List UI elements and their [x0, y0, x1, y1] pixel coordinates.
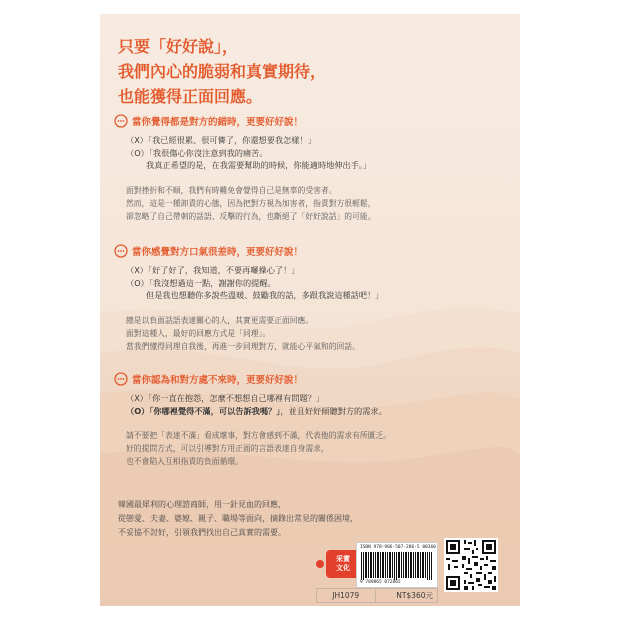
- paragraph-line: 也不會陷入互相指責的負面循環。: [126, 457, 243, 466]
- wrong-example: （X）「你一直在抱怨，怎麼不想想自己哪裡有問題？」: [126, 393, 325, 403]
- price: NT$360元: [375, 589, 438, 602]
- right-example-cont: 但是我也想聽你多說些溫暖、鼓勵我的話，多跟我說這種話吧！」: [146, 290, 384, 300]
- book-back-cover: [100, 14, 520, 606]
- blurb-line: 不妥協不討好，引領我們找出自己真實的需要。: [118, 528, 286, 537]
- headline-line: 只要「好好說」，: [118, 37, 239, 56]
- right-example: [126, 405, 387, 418]
- blurb-line: 從戀愛、夫妻、婆媳、親子、職場等面向，摘錄出常見的關係困境，: [118, 514, 358, 523]
- section-title-text: 當你認為和對方處不來時，更要好好說！: [132, 375, 304, 386]
- wrong-example: （X）「我已經很累、很可憐了，你還想要我怎樣！」: [126, 135, 316, 145]
- wrong-example: （X）「好了好了，我知道，不要再囉操心了！」: [126, 265, 300, 275]
- paragraph-line: 卻忽略了自己帶刺的話語、反擊的行為，也斷絕了「好好說話」的可能。: [126, 212, 376, 221]
- section-title: [114, 114, 303, 128]
- paragraph-line: 好的提問方式，可以引導對方用正面的言語表達自身需求，: [126, 444, 329, 453]
- section-title-text: 當你感覺對方口氣很差時，更要好好說！: [132, 247, 304, 258]
- product-code: JH1079: [332, 591, 360, 600]
- logo-text: 采實: [336, 555, 350, 563]
- paragraph-line: 然而，這是一種卸責的心態，因為把對方視為加害者，指責對方很輕鬆，: [126, 199, 376, 208]
- section-paragraph: [126, 184, 376, 223]
- dialogue-examples: [126, 264, 383, 302]
- speech-bubble-icon: [114, 372, 128, 386]
- headline-line: 我們內心的脆弱和真實期待，: [118, 62, 327, 81]
- isbn-number: ISBN 978-986-507-286-5: [360, 545, 420, 550]
- headline: [118, 34, 326, 109]
- paragraph-line: 當我們懂得同理自我後，再進一步同理對方，就能心平氣和的回話。: [126, 342, 360, 351]
- logo-badge: [326, 550, 360, 578]
- speech-bubble-icon: [114, 244, 128, 258]
- dialogue-examples: [126, 392, 387, 417]
- isbn-text: [360, 545, 436, 550]
- section-title: [114, 372, 303, 386]
- right-example: （O）「我很傷心你沒注意到我的痛苦。: [126, 147, 268, 158]
- right-example: （O）「我沒想過這一點，謝謝你的提醒。: [126, 277, 276, 288]
- blurb-line: 韓國最犀利的心理諮商師，用一針見血的回應，: [118, 500, 286, 509]
- section-paragraph: [126, 429, 391, 468]
- paragraph-line: 面對這種人，最好的回應方式是「同理」。: [126, 329, 271, 338]
- section-title-text: 當你覺得都是對方的錯時，更要好好說！: [132, 117, 304, 128]
- right-example-quote: （O）「你哪裡覺得不滿，可以告訴我嗎？」: [126, 405, 281, 416]
- paragraph-line: 總是以負面話語表達關心的人，其實更需要正面回應。: [126, 316, 314, 325]
- logo-dot-icon: [316, 560, 324, 568]
- barcode-panel: [356, 542, 438, 588]
- barcode-icon: [360, 552, 434, 580]
- qr-code-icon: [444, 538, 498, 592]
- speech-bubble-icon: [114, 114, 128, 128]
- logo-text: 文化: [336, 564, 350, 572]
- barcode-digits: 9 789865 072865: [360, 580, 401, 585]
- paragraph-line: 面對挫折和不順，我們有時難免會覺得自己是無辜的受害者。: [126, 186, 337, 195]
- product-code-price-box: [316, 588, 438, 603]
- right-example-cont: 我真正希望的是，在我需要幫助的時候，你能適時地伸出手。」: [146, 160, 372, 170]
- section-paragraph: [126, 314, 360, 353]
- price-code: 00360: [422, 545, 436, 550]
- paragraph-line: 請不要把「表達不滿」看成壞事，對方會感到不滿，代表他的需求有所匱乏。: [126, 431, 392, 440]
- section-title: [114, 244, 303, 258]
- headline-line: 也能獲得正面回應。: [118, 87, 263, 106]
- back-cover-blurb: [118, 498, 358, 540]
- right-example-tail: ，並且好好傾聽對方的需求。: [280, 405, 387, 416]
- publisher-logo: [316, 550, 360, 578]
- dialogue-examples: [126, 134, 371, 172]
